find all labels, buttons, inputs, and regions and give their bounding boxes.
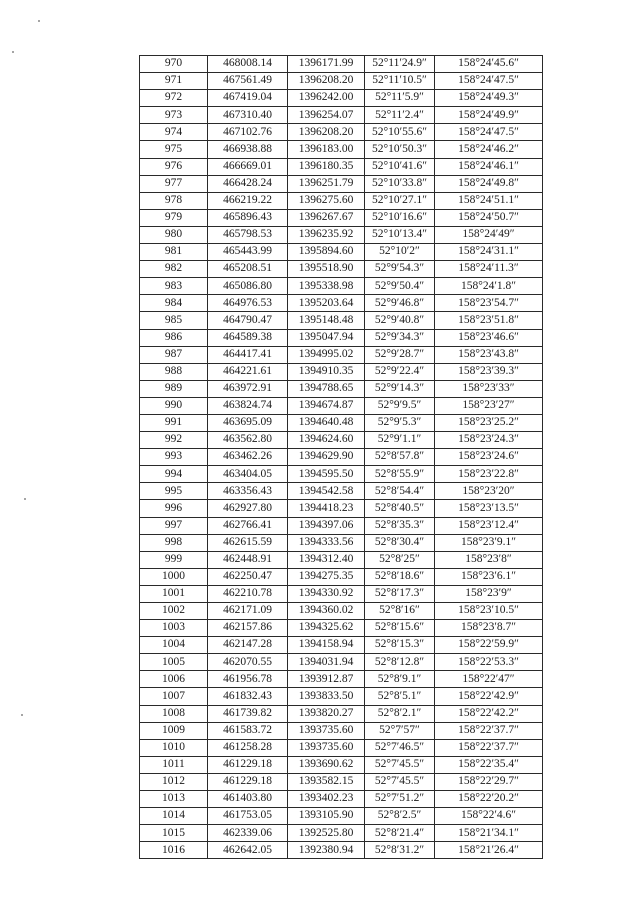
y-coordinate-cell: 1393833.50 <box>288 688 365 705</box>
x-coordinate-cell: 465443.99 <box>208 244 288 261</box>
y-coordinate-cell: 1396171.99 <box>288 56 365 73</box>
point-number-cell: 1009 <box>140 722 208 739</box>
table-row <box>140 124 543 141</box>
longitude-cell: 158°24′51.1″ <box>435 192 543 209</box>
point-number-cell: 1004 <box>140 637 208 654</box>
y-coordinate-cell: 1396275.60 <box>288 192 365 209</box>
point-number-cell: 1013 <box>140 791 208 808</box>
point-number-cell: 977 <box>140 175 208 192</box>
point-number-cell: 993 <box>140 449 208 466</box>
point-number-cell: 1008 <box>140 705 208 722</box>
y-coordinate-cell: 1396242.00 <box>288 90 365 107</box>
table-row <box>140 312 543 329</box>
x-coordinate-cell: 462642.05 <box>208 842 288 859</box>
latitude-cell: 52°11′10.5″ <box>365 73 435 90</box>
longitude-cell: 158°23′10.5″ <box>435 603 543 620</box>
y-coordinate-cell: 1395338.98 <box>288 278 365 295</box>
latitude-cell: 52°9′5.3″ <box>365 414 435 431</box>
x-coordinate-cell: 462448.91 <box>208 551 288 568</box>
point-number-cell: 978 <box>140 192 208 209</box>
y-coordinate-cell: 1396208.20 <box>288 124 365 141</box>
y-coordinate-cell: 1394031.94 <box>288 654 365 671</box>
table-row <box>140 295 543 312</box>
x-coordinate-cell: 462171.09 <box>208 603 288 620</box>
table-row <box>140 620 543 637</box>
x-coordinate-cell: 466428.24 <box>208 175 288 192</box>
latitude-cell: 52°8′2.5″ <box>365 808 435 825</box>
x-coordinate-cell: 462339.06 <box>208 825 288 842</box>
point-number-cell: 1000 <box>140 568 208 585</box>
y-coordinate-cell: 1396208.20 <box>288 73 365 90</box>
x-coordinate-cell: 461739.82 <box>208 705 288 722</box>
longitude-cell: 158°24′49.3″ <box>435 90 543 107</box>
point-number-cell: 999 <box>140 551 208 568</box>
latitude-cell: 52°9′46.8″ <box>365 295 435 312</box>
point-number-cell: 972 <box>140 90 208 107</box>
latitude-cell: 52°9′1.1″ <box>365 432 435 449</box>
latitude-cell: 52°9′40.8″ <box>365 312 435 329</box>
y-coordinate-cell: 1393820.27 <box>288 705 365 722</box>
y-coordinate-cell: 1394640.48 <box>288 414 365 431</box>
y-coordinate-cell: 1394275.35 <box>288 568 365 585</box>
latitude-cell: 52°8′21.4″ <box>365 825 435 842</box>
y-coordinate-cell: 1394330.92 <box>288 585 365 602</box>
point-number-cell: 971 <box>140 73 208 90</box>
latitude-cell: 52°10′13.4″ <box>365 226 435 243</box>
point-number-cell: 975 <box>140 141 208 158</box>
latitude-cell: 52°9′50.4″ <box>365 278 435 295</box>
scan-speck <box>21 714 23 716</box>
table-row <box>140 329 543 346</box>
latitude-cell: 52°10′16.6″ <box>365 209 435 226</box>
latitude-cell: 52°8′54.4″ <box>365 483 435 500</box>
x-coordinate-cell: 461753.05 <box>208 808 288 825</box>
table-row <box>140 551 543 568</box>
table-row <box>140 722 543 739</box>
x-coordinate-cell: 465208.51 <box>208 261 288 278</box>
table-row <box>140 791 543 808</box>
table-row <box>140 756 543 773</box>
latitude-cell: 52°7′45.5″ <box>365 756 435 773</box>
longitude-cell: 158°24′31.1″ <box>435 244 543 261</box>
table-row <box>140 380 543 397</box>
longitude-cell: 158°22′4.6″ <box>435 808 543 825</box>
table-row <box>140 517 543 534</box>
point-number-cell: 973 <box>140 107 208 124</box>
point-number-cell: 997 <box>140 517 208 534</box>
point-number-cell: 1015 <box>140 825 208 842</box>
latitude-cell: 52°8′15.6″ <box>365 620 435 637</box>
longitude-cell: 158°23′24.6″ <box>435 449 543 466</box>
x-coordinate-cell: 461229.18 <box>208 773 288 790</box>
y-coordinate-cell: 1394325.62 <box>288 620 365 637</box>
point-number-cell: 1006 <box>140 671 208 688</box>
x-coordinate-cell: 464221.61 <box>208 363 288 380</box>
x-coordinate-cell: 462157.86 <box>208 620 288 637</box>
x-coordinate-cell: 463972.91 <box>208 380 288 397</box>
x-coordinate-cell: 461583.72 <box>208 722 288 739</box>
x-coordinate-cell: 461956.78 <box>208 671 288 688</box>
latitude-cell: 52°10′55.6″ <box>365 124 435 141</box>
point-number-cell: 996 <box>140 500 208 517</box>
longitude-cell: 158°24′46.2″ <box>435 141 543 158</box>
y-coordinate-cell: 1393690.62 <box>288 756 365 773</box>
latitude-cell: 52°8′57.8″ <box>365 449 435 466</box>
longitude-cell: 158°22′42.9″ <box>435 688 543 705</box>
longitude-cell: 158°23′13.5″ <box>435 500 543 517</box>
x-coordinate-cell: 465086.80 <box>208 278 288 295</box>
latitude-cell: 52°9′54.3″ <box>365 261 435 278</box>
latitude-cell: 52°11′24.9″ <box>365 56 435 73</box>
y-coordinate-cell: 1395148.48 <box>288 312 365 329</box>
y-coordinate-cell: 1393735.60 <box>288 739 365 756</box>
latitude-cell: 52°8′35.3″ <box>365 517 435 534</box>
y-coordinate-cell: 1394595.50 <box>288 466 365 483</box>
longitude-cell: 158°23′27″ <box>435 397 543 414</box>
point-number-cell: 998 <box>140 534 208 551</box>
table-row <box>140 637 543 654</box>
table-row <box>140 209 543 226</box>
latitude-cell: 52°9′14.3″ <box>365 380 435 397</box>
scan-speck <box>24 498 26 500</box>
table-row <box>140 346 543 363</box>
point-number-cell: 1012 <box>140 773 208 790</box>
longitude-cell: 158°23′9″ <box>435 585 543 602</box>
table-row <box>140 90 543 107</box>
longitude-cell: 158°22′29.7″ <box>435 773 543 790</box>
y-coordinate-cell: 1394995.02 <box>288 346 365 363</box>
point-number-cell: 983 <box>140 278 208 295</box>
x-coordinate-cell: 468008.14 <box>208 56 288 73</box>
longitude-cell: 158°24′1.8″ <box>435 278 543 295</box>
latitude-cell: 52°7′46.5″ <box>365 739 435 756</box>
longitude-cell: 158°23′46.6″ <box>435 329 543 346</box>
longitude-cell: 158°23′20″ <box>435 483 543 500</box>
longitude-cell: 158°22′53.3″ <box>435 654 543 671</box>
x-coordinate-cell: 467561.49 <box>208 73 288 90</box>
longitude-cell: 158°21′34.1″ <box>435 825 543 842</box>
x-coordinate-cell: 465896.43 <box>208 209 288 226</box>
table-row <box>140 397 543 414</box>
table-row <box>140 73 543 90</box>
latitude-cell: 52°8′40.5″ <box>365 500 435 517</box>
table-row <box>140 500 543 517</box>
longitude-cell: 158°24′47.5″ <box>435 124 543 141</box>
latitude-cell: 52°9′34.3″ <box>365 329 435 346</box>
longitude-cell: 158°22′47″ <box>435 671 543 688</box>
x-coordinate-cell: 462070.55 <box>208 654 288 671</box>
latitude-cell: 52°10′27.1″ <box>365 192 435 209</box>
longitude-cell: 158°24′49.9″ <box>435 107 543 124</box>
table-row <box>140 244 543 261</box>
coordinates-table <box>139 55 543 859</box>
latitude-cell: 52°10′33.8″ <box>365 175 435 192</box>
table-row <box>140 739 543 756</box>
y-coordinate-cell: 1396267.67 <box>288 209 365 226</box>
longitude-cell: 158°24′49″ <box>435 226 543 243</box>
x-coordinate-cell: 462147.28 <box>208 637 288 654</box>
longitude-cell: 158°21′26.4″ <box>435 842 543 859</box>
latitude-cell: 52°8′15.3″ <box>365 637 435 654</box>
x-coordinate-cell: 464589.38 <box>208 329 288 346</box>
table-row <box>140 432 543 449</box>
point-number-cell: 1010 <box>140 739 208 756</box>
latitude-cell: 52°8′31.2″ <box>365 842 435 859</box>
point-number-cell: 992 <box>140 432 208 449</box>
longitude-cell: 158°23′51.8″ <box>435 312 543 329</box>
longitude-cell: 158°23′25.2″ <box>435 414 543 431</box>
latitude-cell: 52°7′45.5″ <box>365 773 435 790</box>
table-row <box>140 585 543 602</box>
point-number-cell: 1002 <box>140 603 208 620</box>
longitude-cell: 158°23′24.3″ <box>435 432 543 449</box>
x-coordinate-cell: 461403.80 <box>208 791 288 808</box>
point-number-cell: 1016 <box>140 842 208 859</box>
y-coordinate-cell: 1394333.56 <box>288 534 365 551</box>
y-coordinate-cell: 1396183.00 <box>288 141 365 158</box>
x-coordinate-cell: 462615.59 <box>208 534 288 551</box>
point-number-cell: 985 <box>140 312 208 329</box>
x-coordinate-cell: 466669.01 <box>208 158 288 175</box>
point-number-cell: 980 <box>140 226 208 243</box>
point-number-cell: 970 <box>140 56 208 73</box>
x-coordinate-cell: 463404.05 <box>208 466 288 483</box>
point-number-cell: 986 <box>140 329 208 346</box>
x-coordinate-cell: 462766.41 <box>208 517 288 534</box>
x-coordinate-cell: 463695.09 <box>208 414 288 431</box>
table-row <box>140 534 543 551</box>
y-coordinate-cell: 1394418.23 <box>288 500 365 517</box>
table-row <box>140 466 543 483</box>
y-coordinate-cell: 1394910.35 <box>288 363 365 380</box>
x-coordinate-cell: 467102.76 <box>208 124 288 141</box>
latitude-cell: 52°8′16″ <box>365 603 435 620</box>
scan-speck <box>38 20 40 22</box>
latitude-cell: 52°8′55.9″ <box>365 466 435 483</box>
latitude-cell: 52°10′2″ <box>365 244 435 261</box>
longitude-cell: 158°23′8.7″ <box>435 620 543 637</box>
table-row <box>140 175 543 192</box>
table-row <box>140 261 543 278</box>
coordinates-table-body <box>140 56 543 859</box>
latitude-cell: 52°8′18.6″ <box>365 568 435 585</box>
y-coordinate-cell: 1394674.87 <box>288 397 365 414</box>
x-coordinate-cell: 463562.80 <box>208 432 288 449</box>
longitude-cell: 158°23′6.1″ <box>435 568 543 585</box>
point-number-cell: 991 <box>140 414 208 431</box>
latitude-cell: 52°8′12.8″ <box>365 654 435 671</box>
x-coordinate-cell: 462250.47 <box>208 568 288 585</box>
longitude-cell: 158°23′9.1″ <box>435 534 543 551</box>
table-row <box>140 808 543 825</box>
longitude-cell: 158°24′46.1″ <box>435 158 543 175</box>
x-coordinate-cell: 463356.43 <box>208 483 288 500</box>
x-coordinate-cell: 464790.47 <box>208 312 288 329</box>
x-coordinate-cell: 462927.80 <box>208 500 288 517</box>
longitude-cell: 158°23′12.4″ <box>435 517 543 534</box>
y-coordinate-cell: 1394542.58 <box>288 483 365 500</box>
y-coordinate-cell: 1396180.35 <box>288 158 365 175</box>
latitude-cell: 52°10′41.6″ <box>365 158 435 175</box>
point-number-cell: 988 <box>140 363 208 380</box>
y-coordinate-cell: 1395047.94 <box>288 329 365 346</box>
longitude-cell: 158°24′11.3″ <box>435 261 543 278</box>
x-coordinate-cell: 461229.18 <box>208 756 288 773</box>
table-row <box>140 483 543 500</box>
latitude-cell: 52°8′9.1″ <box>365 671 435 688</box>
longitude-cell: 158°22′42.2″ <box>435 705 543 722</box>
longitude-cell: 158°22′35.4″ <box>435 756 543 773</box>
longitude-cell: 158°22′20.2″ <box>435 791 543 808</box>
point-number-cell: 982 <box>140 261 208 278</box>
y-coordinate-cell: 1395203.64 <box>288 295 365 312</box>
y-coordinate-cell: 1393582.15 <box>288 773 365 790</box>
y-coordinate-cell: 1396235.92 <box>288 226 365 243</box>
point-number-cell: 1001 <box>140 585 208 602</box>
x-coordinate-cell: 466938.88 <box>208 141 288 158</box>
table-row <box>140 705 543 722</box>
y-coordinate-cell: 1393912.87 <box>288 671 365 688</box>
scan-speck <box>12 51 14 53</box>
y-coordinate-cell: 1396254.07 <box>288 107 365 124</box>
x-coordinate-cell: 464417.41 <box>208 346 288 363</box>
table-row <box>140 192 543 209</box>
y-coordinate-cell: 1394788.65 <box>288 380 365 397</box>
x-coordinate-cell: 461832.43 <box>208 688 288 705</box>
point-number-cell: 1005 <box>140 654 208 671</box>
point-number-cell: 989 <box>140 380 208 397</box>
table-row <box>140 226 543 243</box>
table-row <box>140 654 543 671</box>
y-coordinate-cell: 1392380.94 <box>288 842 365 859</box>
point-number-cell: 1011 <box>140 756 208 773</box>
longitude-cell: 158°23′33″ <box>435 380 543 397</box>
table-row <box>140 278 543 295</box>
point-number-cell: 981 <box>140 244 208 261</box>
table-row <box>140 363 543 380</box>
table-row <box>140 158 543 175</box>
latitude-cell: 52°8′17.3″ <box>365 585 435 602</box>
x-coordinate-cell: 463462.26 <box>208 449 288 466</box>
y-coordinate-cell: 1394158.94 <box>288 637 365 654</box>
y-coordinate-cell: 1393105.90 <box>288 808 365 825</box>
table-row <box>140 568 543 585</box>
point-number-cell: 1007 <box>140 688 208 705</box>
point-number-cell: 976 <box>140 158 208 175</box>
latitude-cell: 52°9′28.7″ <box>365 346 435 363</box>
longitude-cell: 158°22′37.7″ <box>435 739 543 756</box>
point-number-cell: 974 <box>140 124 208 141</box>
latitude-cell: 52°7′51.2″ <box>365 791 435 808</box>
table-row <box>140 449 543 466</box>
latitude-cell: 52°10′50.3″ <box>365 141 435 158</box>
table-row <box>140 141 543 158</box>
y-coordinate-cell: 1396251.79 <box>288 175 365 192</box>
longitude-cell: 158°24′47.5″ <box>435 73 543 90</box>
y-coordinate-cell: 1393735.60 <box>288 722 365 739</box>
latitude-cell: 52°7′57″ <box>365 722 435 739</box>
longitude-cell: 158°23′22.8″ <box>435 466 543 483</box>
longitude-cell: 158°23′43.8″ <box>435 346 543 363</box>
y-coordinate-cell: 1394397.06 <box>288 517 365 534</box>
x-coordinate-cell: 463824.74 <box>208 397 288 414</box>
table-row <box>140 688 543 705</box>
x-coordinate-cell: 462210.78 <box>208 585 288 602</box>
latitude-cell: 52°9′9.5″ <box>365 397 435 414</box>
y-coordinate-cell: 1393402.23 <box>288 791 365 808</box>
y-coordinate-cell: 1392525.80 <box>288 825 365 842</box>
table-row <box>140 671 543 688</box>
longitude-cell: 158°23′8″ <box>435 551 543 568</box>
longitude-cell: 158°22′37.7″ <box>435 722 543 739</box>
x-coordinate-cell: 464976.53 <box>208 295 288 312</box>
latitude-cell: 52°8′30.4″ <box>365 534 435 551</box>
point-number-cell: 987 <box>140 346 208 363</box>
table-row <box>140 414 543 431</box>
longitude-cell: 158°24′49.8″ <box>435 175 543 192</box>
x-coordinate-cell: 465798.53 <box>208 226 288 243</box>
longitude-cell: 158°24′50.7″ <box>435 209 543 226</box>
table-row <box>140 825 543 842</box>
table-row <box>140 842 543 859</box>
y-coordinate-cell: 1395894.60 <box>288 244 365 261</box>
point-number-cell: 995 <box>140 483 208 500</box>
latitude-cell: 52°11′2.4″ <box>365 107 435 124</box>
longitude-cell: 158°23′54.7″ <box>435 295 543 312</box>
y-coordinate-cell: 1394624.60 <box>288 432 365 449</box>
longitude-cell: 158°22′59.9″ <box>435 637 543 654</box>
latitude-cell: 52°8′5.1″ <box>365 688 435 705</box>
table-row <box>140 603 543 620</box>
point-number-cell: 990 <box>140 397 208 414</box>
longitude-cell: 158°23′39.3″ <box>435 363 543 380</box>
x-coordinate-cell: 466219.22 <box>208 192 288 209</box>
point-number-cell: 984 <box>140 295 208 312</box>
latitude-cell: 52°8′25″ <box>365 551 435 568</box>
x-coordinate-cell: 467419.04 <box>208 90 288 107</box>
point-number-cell: 1014 <box>140 808 208 825</box>
point-number-cell: 994 <box>140 466 208 483</box>
y-coordinate-cell: 1394312.40 <box>288 551 365 568</box>
point-number-cell: 979 <box>140 209 208 226</box>
latitude-cell: 52°11′5.9″ <box>365 90 435 107</box>
point-number-cell: 1003 <box>140 620 208 637</box>
x-coordinate-cell: 461258.28 <box>208 739 288 756</box>
latitude-cell: 52°8′2.1″ <box>365 705 435 722</box>
longitude-cell: 158°24′45.6″ <box>435 56 543 73</box>
table-row <box>140 107 543 124</box>
y-coordinate-cell: 1394360.02 <box>288 603 365 620</box>
latitude-cell: 52°9′22.4″ <box>365 363 435 380</box>
y-coordinate-cell: 1395518.90 <box>288 261 365 278</box>
y-coordinate-cell: 1394629.90 <box>288 449 365 466</box>
x-coordinate-cell: 467310.40 <box>208 107 288 124</box>
table-row <box>140 56 543 73</box>
table-row <box>140 773 543 790</box>
